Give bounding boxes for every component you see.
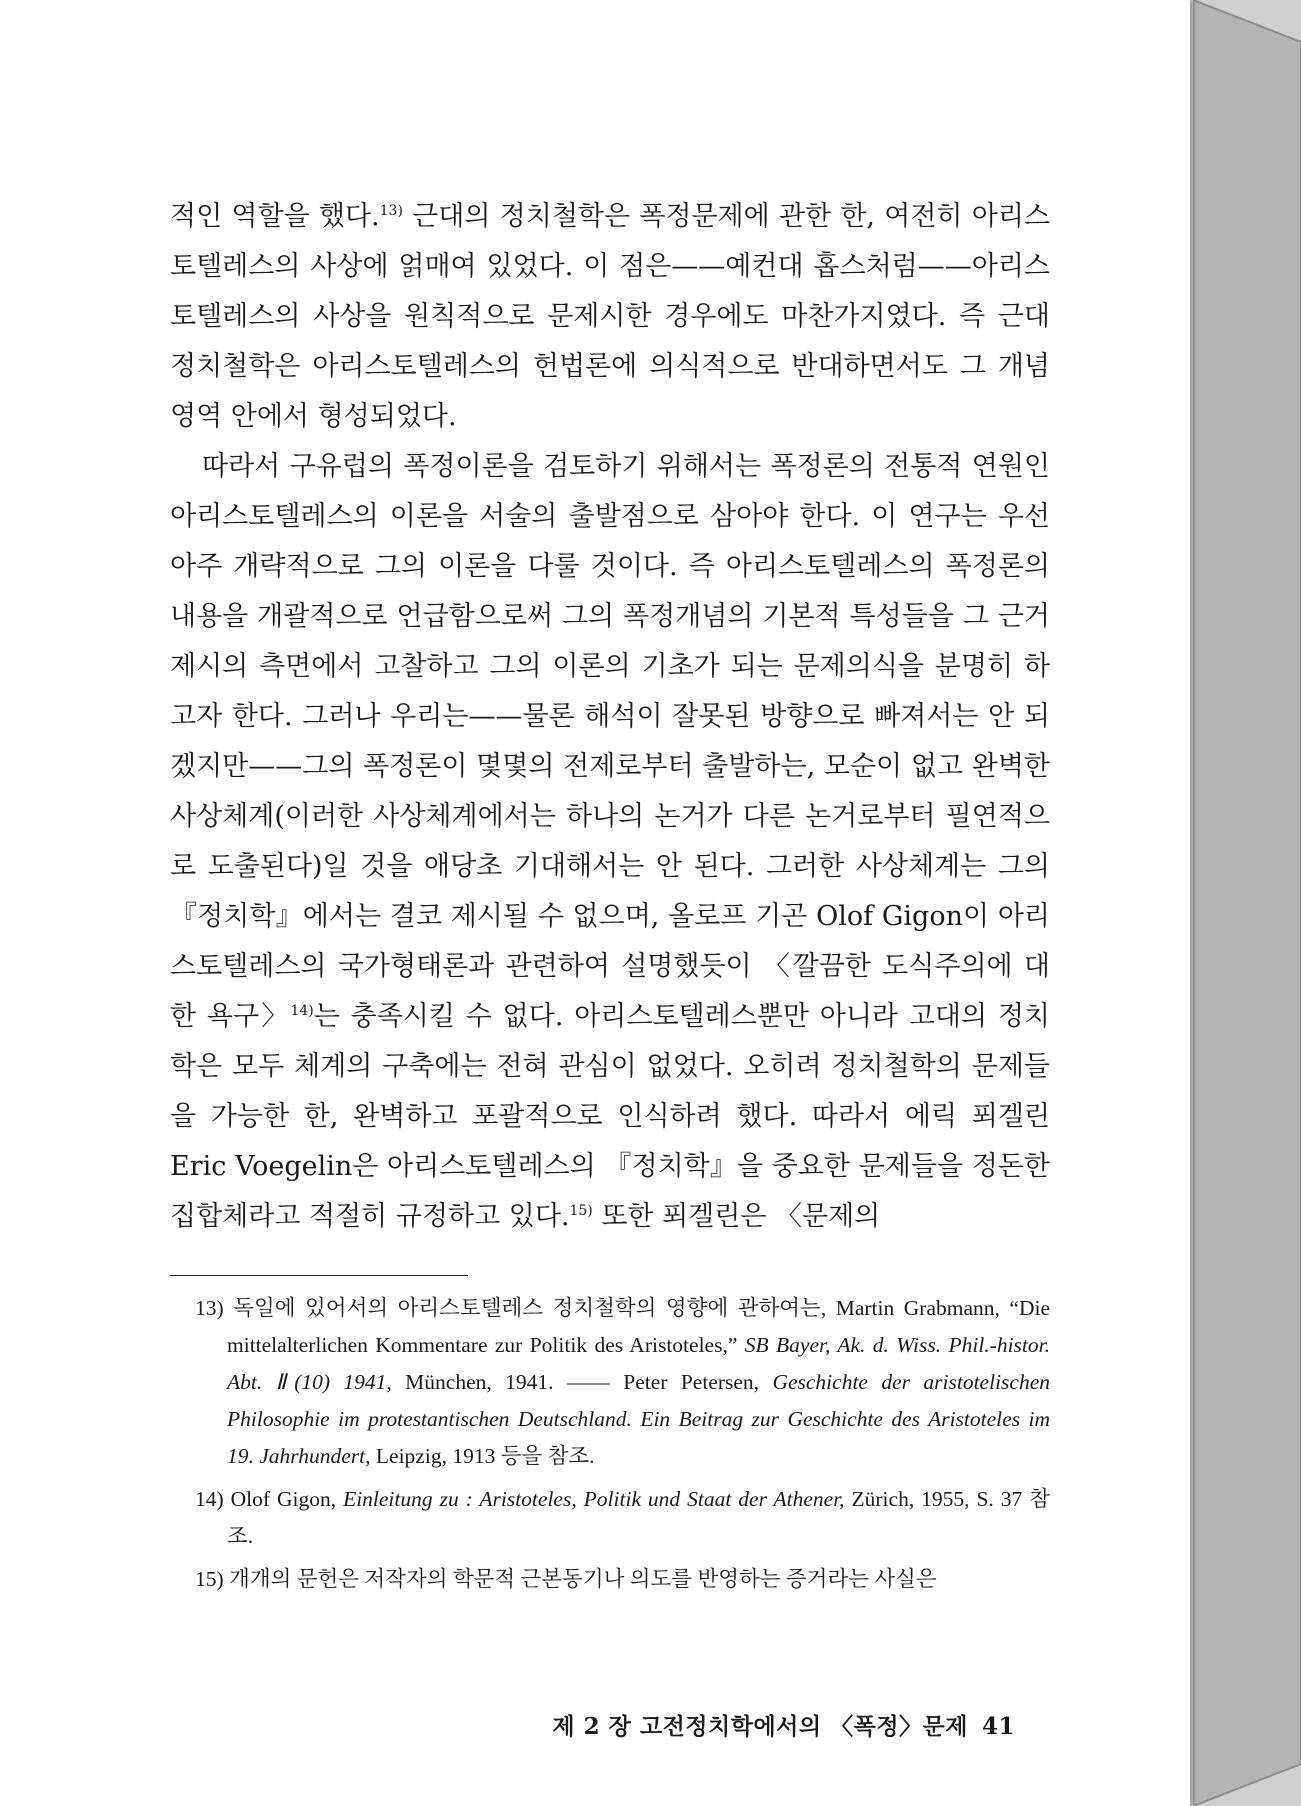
footnote-15-number: 15) [195, 1567, 224, 1591]
paragraph-2-text-a: 따라서 구유럽의 폭정이론을 검토하기 위해서는 폭정론의 전통적 연원인 아리스토텔레스의 이론을 서술의 출발점으로 삼아야 한다. 이 연구는 우선 아주 개략적으로 그의 이론을 다룰 것이다. 즉 아리스토텔레스의 폭정론의 내용을 개괄적으로 언급함으로써 그의 폭정개념의 기본적 특성들을 그 근거제시의 측면에서 고찰하고 그의 이론의 기초가 되는 문제의식을 분명히 하고자 한다. 그러나 우리는——물론 해석이 잘못된 방향으로 빠져서는 안 되겠지만——그의 폭정론이 몇몇의 전제로부터 출발하는, 모순이 없고 완벽한 사상체계(이러한 사상체계에서는 하나의 논거가 다른 논거로부터 필연적으로 도출된다)일 것을 애당초 기대해서는 안 된다. 그러한 사상체계는 그의 『정치학』에서는 결코 제시될 수 없으며, 올로프 기곤 Olof Gigon이 아리스토텔레스의 국가형태론과 관련하여 설명했듯이 〈깔끔한 도식주의에 대한 욕구〉 [170, 451, 1050, 1032]
footnote-ref-14: 14) [290, 1003, 314, 1019]
footnote-13-number: 13) [195, 1296, 224, 1320]
paragraph-2-text-c: 또한 푀겔린은 〈문제의 [592, 1201, 881, 1232]
page-number: 41 [981, 1713, 1015, 1740]
footnotes [195, 1290, 1050, 1604]
footnote-15 [195, 1561, 1050, 1598]
paragraph-1 [170, 192, 1050, 442]
footnote-14-number: 14) [195, 1487, 224, 1511]
footnote-14-text-1: Olof Gigon, [223, 1487, 344, 1511]
chapter-title: 제 2 장 고전정치학에서의 〈폭정〉문제 [552, 1713, 968, 1740]
footnote-13-italic-1: SB Bayer, Ak. d. Wiss. Phil.-histor. Abt. Ⅱ(10) 1941 [227, 1333, 1050, 1394]
footnote-ref-15: 15) [569, 1203, 593, 1219]
footnote-14-italic-1: Einleitung zu : Aristoteles, Politik und Staat der Athener, [343, 1487, 845, 1511]
footnote-14-text-2: Zürich, 1955, S. 37 참조. [227, 1487, 1050, 1548]
main-text [170, 192, 1050, 1242]
footnote-14 [195, 1481, 1050, 1555]
paragraph-2 [170, 442, 1050, 1242]
footnote-13-text-1: 독일에 있어서의 아리스토텔레스 정치철학의 영향에 관하여는, Martin Grabmann, “Die mittelalterlichen Kommentare zur Politik des Aristoteles,” [223, 1296, 1050, 1357]
footnote-13-text-3: Leipzig, 1913 등을 참조. [370, 1444, 595, 1468]
paragraph-1-text-a: 적인 역할을 했다. [170, 201, 380, 232]
book-edge [1193, 0, 1301, 1806]
footnote-13 [195, 1290, 1050, 1475]
running-footer [552, 1708, 1015, 1741]
footnote-13-italic-2: Geschichte der aristotelischen Philosophie im protestantischen Deutschland. Ein Beitrag zur Geschichte des Aristoteles im 19. Jahrhundert, [227, 1370, 1050, 1468]
footnote-ref-13: 13) [379, 203, 403, 219]
footnote-15-text-1: 개개의 문헌은 저작자의 학문적 근본동기나 의도를 반영하는 증거라는 사실은 [223, 1567, 937, 1591]
footnote-13-text-2: , München, 1941. —— Peter Petersen, [386, 1370, 773, 1394]
footnote-divider [170, 1275, 468, 1276]
paragraph-2-text-b: 는 충족시킬 수 없다. 아리스토텔레스뿐만 아니라 고대의 정치학은 모두 체계의 구축에는 전혀 관심이 없었다. 오히려 정치철학의 문제들을 가능한 한, 완벽하고 포괄적으로 인식하려 했다. 따라서 에릭 푀겔린 Eric Voegelin은 아리스토텔레스의 『정치학』을 중요한 문제들을 정돈한 집합체라고 적절히 규정하고 있다. [170, 1001, 1050, 1232]
paragraph-1-text-b: 근대의 정치철학은 폭정문제에 관한 한, 여전히 아리스토텔레스의 사상에 얽매여 있었다. 이 점은——예컨대 홉스처럼——아리스토텔레스의 사상을 원칙적으로 문제시한 경우에도 마찬가지였다. 즉 근대 정치철학은 아리스토텔레스의 헌법론에 의식적으로 반대하면서도 그 개념영역 안에서 형성되었다. [170, 201, 1050, 432]
